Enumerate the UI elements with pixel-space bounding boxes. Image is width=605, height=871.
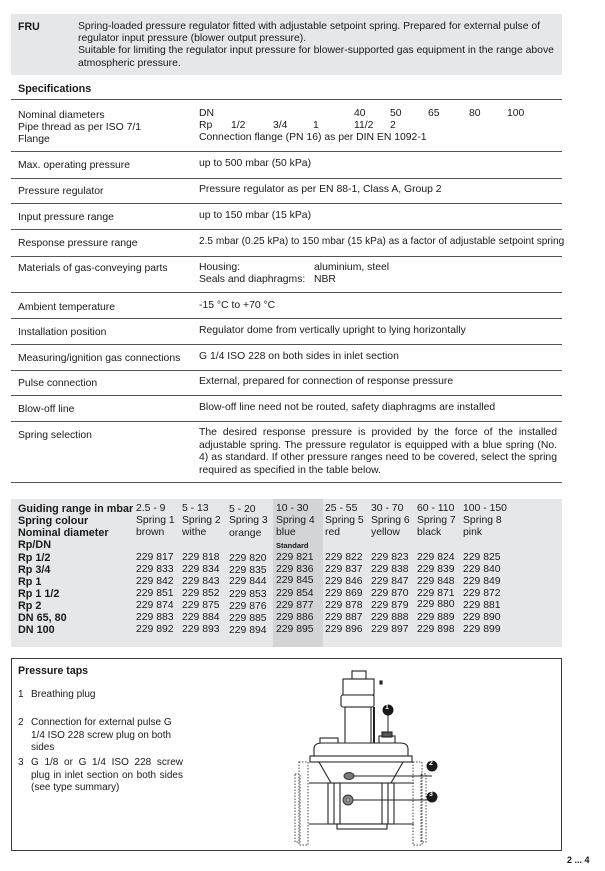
part-number: 229 852 bbox=[182, 588, 220, 599]
row-size: Rp 1/2 bbox=[18, 552, 51, 564]
spec-label-pipe-thread: Pipe thread as per ISO 7/1 bbox=[18, 122, 142, 133]
part-number: 229 886 bbox=[276, 612, 314, 623]
part-number: 229 853 bbox=[229, 589, 267, 600]
col-range: 30 - 70 bbox=[371, 503, 404, 514]
spec-label-nominal-diameters: Nominal diameters bbox=[18, 110, 105, 121]
part-number: 229 893 bbox=[182, 624, 220, 635]
dn-value: 100 bbox=[507, 108, 525, 119]
col-range: 10 - 30 bbox=[276, 503, 309, 514]
part-number: 229 894 bbox=[229, 625, 267, 636]
part-number: 229 838 bbox=[371, 564, 409, 575]
part-number: 229 817 bbox=[136, 552, 174, 563]
materials-housing-key: Housing: bbox=[199, 262, 241, 273]
part-number: 229 889 bbox=[417, 612, 455, 623]
col-spring: Spring 2 bbox=[182, 515, 221, 526]
part-number: 229 825 bbox=[463, 552, 501, 563]
part-number: 229 821 bbox=[276, 552, 314, 563]
spec-value: 2.5 mbar (0.25 kPa) to 150 mbar (15 kPa) as a factor of adjustable setpoint spring bbox=[199, 236, 565, 247]
col-spring: Spring 7 bbox=[417, 515, 456, 526]
col-colour: withe bbox=[182, 527, 207, 538]
part-number: 229 876 bbox=[229, 601, 267, 612]
intro-banner bbox=[11, 14, 562, 75]
spec-value: The desired response pressure is provided by the force of the installed adjustable spring. The pressure regulator is equipped with a blue spring (No. 4) as standard. If other pressure ranges need to be covered, select the spring required as specified in the table below. bbox=[199, 427, 557, 476]
part-number: 229 834 bbox=[182, 564, 220, 575]
part-number: 229 846 bbox=[325, 576, 363, 587]
page-number: 2 ... 4 bbox=[567, 855, 590, 865]
col-range: 60 - 110 bbox=[417, 503, 455, 514]
part-number: 229 872 bbox=[463, 588, 501, 599]
part-number: 229 823 bbox=[371, 552, 409, 563]
part-number: 229 847 bbox=[371, 576, 409, 587]
rp-value: 1 bbox=[313, 120, 319, 131]
part-number: 229 890 bbox=[463, 612, 501, 623]
col-colour: brown bbox=[136, 527, 165, 538]
col-spring: Spring 6 bbox=[371, 515, 410, 526]
divider bbox=[11, 482, 562, 483]
spec-label: Measuring/ignition gas connections bbox=[18, 353, 181, 364]
callout-2: 2 bbox=[429, 760, 433, 767]
description-line-1: Spring-loaded pressure regulator fitted with adjustable setpoint spring. Prepared for external pulse of regulator input pressure (blower output pressure). bbox=[78, 21, 541, 45]
row-size: Rp 1 1/2 bbox=[18, 588, 60, 600]
part-number: 229 822 bbox=[325, 552, 363, 563]
part-number: 229 871 bbox=[417, 588, 455, 599]
part-number: 229 848 bbox=[417, 576, 455, 587]
standard-badge: Standard bbox=[276, 541, 309, 550]
product-code: FRU bbox=[18, 21, 40, 33]
part-number: 229 842 bbox=[136, 576, 174, 587]
part-number: 229 877 bbox=[276, 600, 314, 611]
dn-label: DN bbox=[199, 108, 215, 119]
dn-value: 50 bbox=[390, 108, 402, 119]
col-spring: Spring 3 bbox=[229, 515, 268, 526]
spec-label: Materials of gas-conveying parts bbox=[18, 263, 168, 274]
spec-label: Pressure regulator bbox=[18, 186, 104, 197]
part-number: 229 869 bbox=[325, 588, 363, 599]
specifications-title: Specifications bbox=[18, 83, 92, 95]
col-spring: Spring 5 bbox=[325, 515, 364, 526]
col-colour: yellow bbox=[371, 527, 400, 538]
spec-value: up to 150 mbar (15 kPa) bbox=[199, 210, 312, 221]
materials-seals-key: Seals and diaphragms: bbox=[199, 274, 306, 285]
spec-label: Spring selection bbox=[18, 430, 92, 441]
rp-value: 3/4 bbox=[273, 120, 288, 131]
part-number: 229 839 bbox=[417, 564, 455, 575]
divider bbox=[11, 421, 562, 422]
part-number: 229 892 bbox=[136, 624, 174, 635]
rp-value: 1/2 bbox=[231, 120, 246, 131]
part-number: 229 883 bbox=[136, 612, 174, 623]
part-number: 229 879 bbox=[371, 600, 409, 611]
divider bbox=[11, 99, 562, 100]
part-number: 229 840 bbox=[463, 564, 501, 575]
row-size: Rp 2 bbox=[18, 600, 42, 612]
divider bbox=[11, 256, 562, 257]
callout-1: 1 bbox=[385, 704, 389, 711]
spec-label: Response pressure range bbox=[18, 238, 138, 249]
spec-value: External, prepared for connection of response pressure bbox=[199, 376, 454, 387]
part-number: 229 885 bbox=[229, 613, 267, 624]
part-number: 229 870 bbox=[371, 588, 409, 599]
row-size: Rp 3/4 bbox=[18, 564, 51, 576]
part-number: 229 843 bbox=[182, 576, 220, 587]
spec-value: Pressure regulator as per EN 88-1, Class A, Group 2 bbox=[199, 184, 442, 195]
part-number: 229 833 bbox=[136, 564, 174, 575]
spec-value: Blow-off line need not be routed, safety diaphragms are installed bbox=[199, 402, 496, 413]
spec-value: Regulator dome from vertically upright to lying horizontally bbox=[199, 325, 466, 336]
tap-number: 3 bbox=[18, 757, 24, 768]
part-number: 229 884 bbox=[182, 612, 220, 623]
divider bbox=[11, 203, 562, 204]
row-size: Rp 1 bbox=[18, 576, 42, 588]
materials-seals-value: NBR bbox=[314, 274, 336, 285]
divider bbox=[11, 151, 562, 152]
col-range: 100 - 150 bbox=[463, 503, 507, 514]
part-number: 229 888 bbox=[371, 612, 409, 623]
spec-label: Input pressure range bbox=[18, 212, 114, 223]
rp-label: Rp bbox=[199, 120, 213, 131]
col-range: 25 - 55 bbox=[325, 503, 358, 514]
product-description bbox=[78, 21, 558, 70]
part-number: 229 818 bbox=[182, 552, 220, 563]
part-number: 229 895 bbox=[276, 624, 314, 635]
row-size: DN 100 bbox=[18, 624, 55, 636]
tap-number: 1 bbox=[18, 689, 24, 700]
part-number: 229 887 bbox=[325, 612, 363, 623]
part-number: 229 897 bbox=[371, 624, 409, 635]
part-number: 229 845 bbox=[276, 575, 314, 586]
spec-label: Max. operating pressure bbox=[18, 160, 131, 171]
spec-label: Installation position bbox=[18, 327, 107, 338]
col-range: 5 - 13 bbox=[182, 503, 209, 514]
col-range: 2.5 - 9 bbox=[136, 503, 166, 514]
tap-text: Breathing plug bbox=[31, 689, 96, 700]
table-header-label: Guiding range in mbar bbox=[18, 503, 134, 515]
part-number: 229 836 bbox=[276, 564, 314, 575]
spring-selection-table bbox=[11, 499, 562, 647]
rp-value: 11/2 bbox=[354, 120, 374, 131]
table-header-label: Nominal diameter bbox=[18, 527, 109, 539]
spec-value: up to 500 mbar (50 kPa) bbox=[199, 158, 312, 169]
col-colour: black bbox=[417, 527, 442, 538]
tap-text: G 1/8 or G 1/4 ISO 228 screw plug in inlet section on both sides (see type summary) bbox=[31, 757, 183, 794]
part-number: 229 820 bbox=[229, 553, 267, 564]
part-number: 229 851 bbox=[136, 588, 174, 599]
col-spring: Spring 1 bbox=[136, 515, 175, 526]
spec-label: Pulse connection bbox=[18, 378, 98, 389]
pressure-taps-title: Pressure taps bbox=[18, 665, 89, 677]
regulator-diagram bbox=[12, 659, 561, 850]
col-colour: orange bbox=[229, 528, 262, 539]
row-size: DN 65, 80 bbox=[18, 612, 67, 624]
rp-value: 2 bbox=[390, 120, 396, 131]
part-number: 229 880 bbox=[417, 599, 455, 610]
dn-value: 80 bbox=[469, 108, 481, 119]
part-number: 229 896 bbox=[325, 624, 363, 635]
part-number: 229 875 bbox=[182, 600, 220, 611]
part-number: 229 849 bbox=[463, 576, 501, 587]
callout-3: 3 bbox=[429, 791, 433, 798]
tap-text: Connection for external pulse G 1/4 ISO 228 screw plug on both sides bbox=[31, 717, 172, 754]
divider bbox=[11, 395, 562, 396]
part-number: 229 837 bbox=[325, 564, 363, 575]
divider bbox=[11, 178, 562, 179]
table-header-label: Rp/DN bbox=[18, 539, 51, 551]
part-number: 229 824 bbox=[417, 552, 455, 563]
col-colour: pink bbox=[463, 527, 483, 538]
part-number: 229 881 bbox=[463, 600, 501, 611]
spec-value: G 1/4 ISO 228 on both sides in inlet section bbox=[199, 351, 399, 362]
col-spring: Spring 4 bbox=[276, 515, 315, 526]
spec-label: Blow-off line bbox=[18, 404, 75, 415]
part-number: 229 878 bbox=[325, 600, 363, 611]
divider bbox=[11, 370, 562, 371]
table-header-label: Spring colour bbox=[18, 515, 89, 527]
divider bbox=[11, 344, 562, 345]
col-spring: Spring 8 bbox=[463, 515, 502, 526]
spec-value: -15 °C to +70 °C bbox=[199, 300, 276, 311]
dn-value: 65 bbox=[428, 108, 440, 119]
part-number: 229 898 bbox=[417, 624, 455, 635]
dn-value: 40 bbox=[354, 108, 366, 119]
flange-value: Connection flange (PN 16) as per DIN EN 1092-1 bbox=[199, 132, 427, 143]
col-colour: red bbox=[325, 527, 341, 538]
col-colour: blue bbox=[276, 527, 296, 538]
spec-label: Ambient temperature bbox=[18, 302, 116, 313]
part-number: 229 874 bbox=[136, 600, 174, 611]
part-number: 229 854 bbox=[276, 588, 314, 599]
spec-label-flange: Flange bbox=[18, 134, 50, 145]
part-number: 229 899 bbox=[463, 624, 501, 635]
description-line-2: Suitable for limiting the regulator input pressure for blower-supported gas equipment in the range above atmospheric pressure. bbox=[78, 45, 554, 69]
pressure-taps-box bbox=[11, 658, 562, 851]
divider bbox=[11, 229, 562, 230]
part-number: 229 844 bbox=[229, 576, 267, 587]
divider bbox=[11, 318, 562, 319]
materials-housing-value: aluminium, steel bbox=[314, 262, 390, 273]
divider bbox=[11, 292, 562, 293]
col-range: 5 - 20 bbox=[229, 504, 256, 515]
tap-number: 2 bbox=[18, 717, 24, 728]
part-number: 229 835 bbox=[229, 565, 267, 576]
